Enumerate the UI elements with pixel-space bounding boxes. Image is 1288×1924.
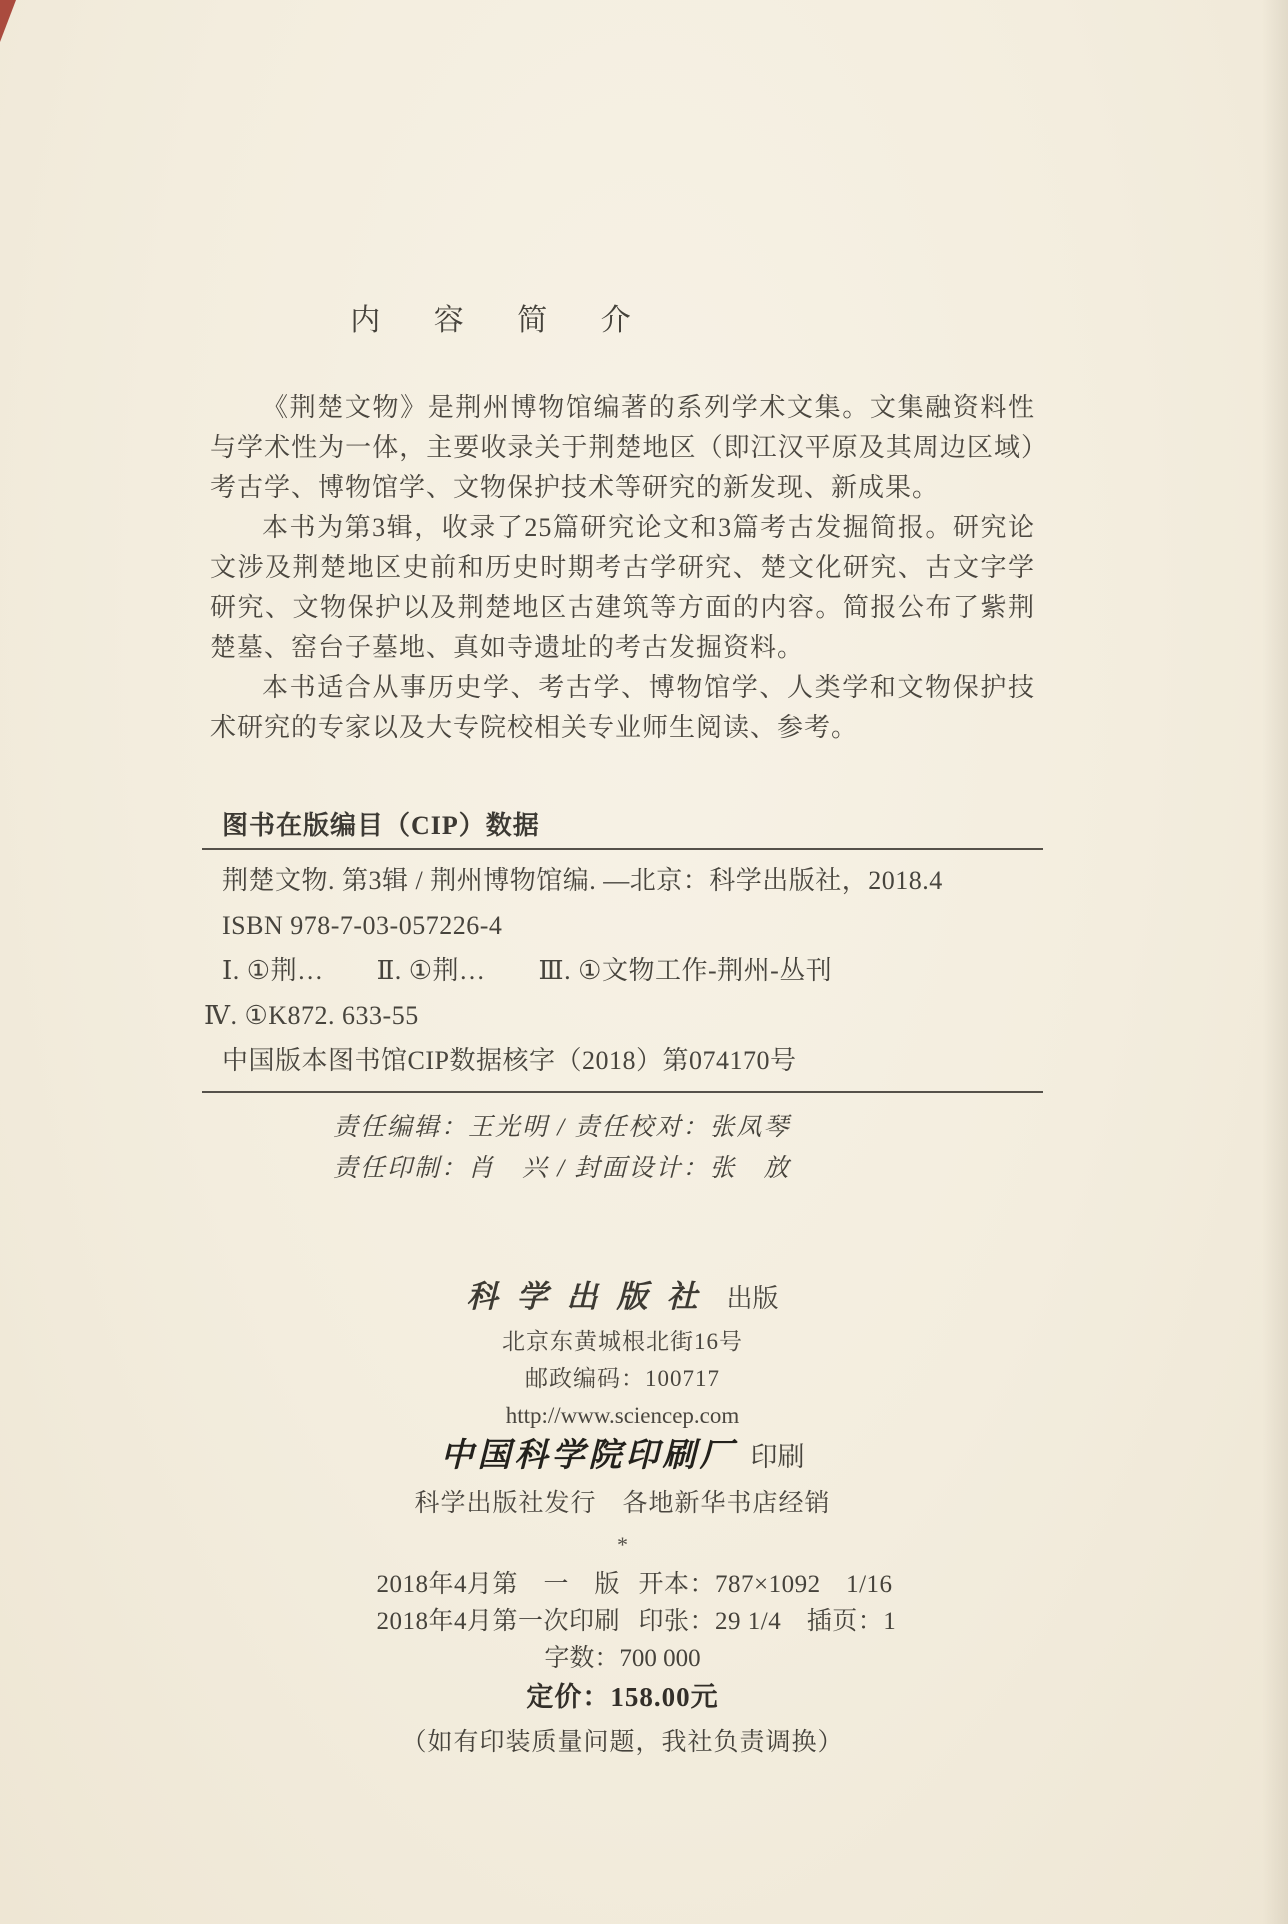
content-summary-section	[210, 388, 1035, 748]
publisher-website: http://www.sciencep.com	[505, 1403, 740, 1428]
distribution-line: 科学出版社发行 各地新华书店经销	[414, 1490, 831, 1517]
publish-label: 出版	[726, 1284, 779, 1313]
edition-grid	[376, 1566, 897, 1640]
sheet-count: 印张：29 1/4 插页：1	[638, 1608, 897, 1635]
summary-paragraph: 《荆楚文物》是荆州博物馆编著的系列学术文集。文集融资料性与学术性为一体，主要收录关于荆楚地区（即江汉平原及其周边区域）考古学、博物馆学、文物保护技术等研究的新发现、新成果。	[210, 393, 1035, 502]
summary-paragraph: 本书适合从事历史学、考古学、博物馆学、人类学和文物保护技术研究的专家以及大专院校相关专业师生阅读、参考。	[210, 673, 1035, 742]
cip-heading: 图书在版编目（CIP）数据	[222, 811, 540, 840]
cip-class-number-line: Ⅳ. ①K872. 633-55	[204, 1001, 419, 1030]
publisher-postcode: 邮政编码：100717	[525, 1366, 720, 1391]
cip-record-line: 荆楚文物. 第3辑 / 荆州博物馆编. —北京：科学出版社，2018.4	[222, 866, 943, 895]
price: 定价：158.00元	[526, 1682, 719, 1712]
summary-paragraph: 本书为第3辑，收录了25篇研究论文和3篇考古发掘简报。研究论文涉及荆楚地区史前和历史时期考古学研究、楚文化研究、古文字学研究、文物保护以及荆楚地区古建筑等方面的内容。简报公布了紫荆楚墓、窑台子墓地、真如寺遗址的考古发掘资料。	[210, 513, 1035, 662]
format-spec: 开本：787×1092 1/16	[638, 1571, 893, 1598]
word-count: 字数：700 000	[544, 1645, 701, 1672]
printer-line	[210, 1434, 1035, 1484]
cip-classification-line: Ⅰ. ①荆… Ⅱ. ①荆… Ⅲ. ①文物工作-荆州-丛刊	[222, 956, 833, 985]
page-title: 内 容 简 介	[350, 304, 645, 337]
star-divider: *	[617, 1532, 628, 1557]
divider-rule-top	[202, 848, 1043, 850]
isbn-line: ISBN 978-7-03-057226-4	[222, 911, 503, 940]
print-label: 印刷	[750, 1442, 805, 1472]
edition-block	[210, 1566, 1035, 1763]
quality-exchange-note: （如有印装质量问题，我社负责调换）	[401, 1729, 844, 1756]
cip-data-block	[204, 858, 1035, 1083]
science-press-logo: 科学出版社	[466, 1279, 717, 1314]
printing-design-credit-line: 责任印制：肖 兴 / 封面设计：张 放	[333, 1155, 791, 1182]
cip-registry-line: 中国版本图书馆CIP数据核字（2018）第074170号	[222, 1046, 797, 1075]
printer-logo: 中国科学院印刷厂	[440, 1438, 737, 1474]
divider-rule-bottom	[202, 1091, 1043, 1093]
publisher-address: 北京东黄城根北街16号	[502, 1329, 743, 1354]
staff-credits	[210, 1107, 1035, 1189]
editor-credit-line: 责任编辑：王光明 / 责任校对：张凤琴	[333, 1114, 791, 1141]
title-row	[210, 303, 1035, 344]
page-content	[204, 0, 1035, 1763]
printing-date: 2018年4月第一次印刷	[376, 1608, 621, 1635]
publisher-logo-line	[210, 1277, 1035, 1323]
edition-date: 2018年4月第 一 版	[376, 1571, 621, 1598]
scan-corner-artifact	[0, 0, 16, 42]
publisher-block	[210, 1277, 1035, 1763]
